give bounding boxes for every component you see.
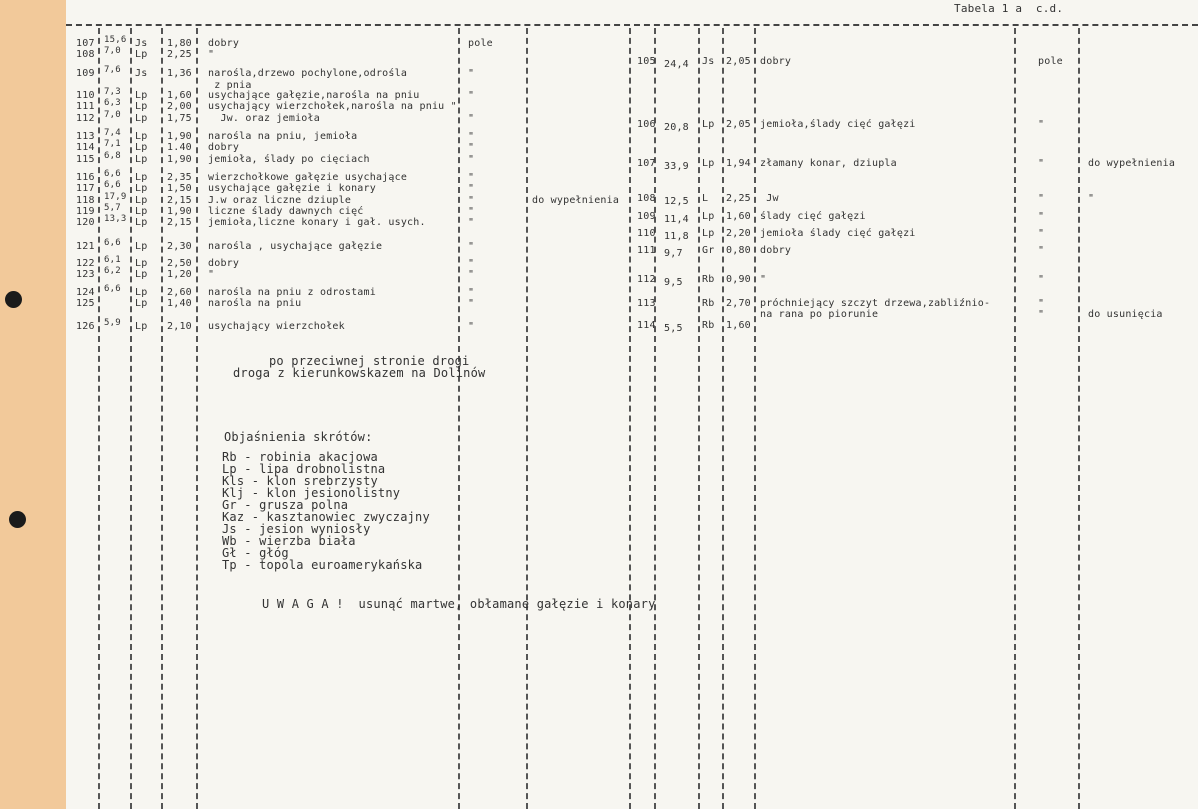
tree-number: 125 bbox=[76, 298, 95, 309]
legend-item: Gr - grusza polna bbox=[222, 498, 349, 512]
species-code: Lp bbox=[135, 269, 148, 280]
remark-note: do wypełnienia bbox=[532, 195, 620, 206]
species-code: Gr bbox=[702, 245, 715, 256]
tree-condition: wierzchołkowe gałęzie usychające bbox=[208, 172, 408, 183]
trunk-circumference: 15,6 bbox=[104, 35, 127, 45]
remark-note: do wypełnienia bbox=[1088, 158, 1176, 169]
legend-item: Js - jesion wyniosły bbox=[222, 522, 371, 536]
legend-item: Gł - głóg bbox=[222, 546, 289, 560]
table-reference: Tabela 1 a c.d. bbox=[954, 2, 1064, 15]
tree-condition: Jw. oraz jemioła bbox=[208, 113, 320, 124]
remark-note: do usunięcia bbox=[1088, 309, 1163, 320]
height-value: 2,50 bbox=[167, 258, 192, 269]
height-value: 1,94 bbox=[726, 158, 751, 169]
tree-number: 119 bbox=[76, 206, 95, 217]
tree-condition: " bbox=[760, 274, 767, 285]
tree-number: 108 bbox=[76, 49, 95, 60]
tree-number: 108 bbox=[637, 193, 656, 204]
location: " bbox=[1038, 245, 1045, 256]
height-value: 1,90 bbox=[167, 131, 192, 142]
species-code: Lp bbox=[702, 228, 715, 239]
location: " bbox=[468, 131, 475, 142]
tree-number: 123 bbox=[76, 269, 95, 280]
column-line bbox=[754, 28, 756, 809]
tree-condition: Jw bbox=[760, 193, 779, 204]
legend-item: Lp - lipa drobnolistna bbox=[222, 462, 386, 476]
legend-item: Kaz - kasztanowiec zwyczajny bbox=[222, 510, 430, 524]
species-code: Lp bbox=[135, 183, 148, 194]
species-code: Lp bbox=[135, 172, 148, 183]
legend-item: Klj - klon jesionolistny bbox=[222, 486, 401, 500]
location: " bbox=[468, 195, 475, 206]
trunk-circumference: 7,3 bbox=[104, 87, 121, 97]
tree-number: 110 bbox=[637, 228, 656, 239]
species-code: Lp bbox=[135, 49, 148, 60]
tree-condition: dobry bbox=[760, 245, 792, 256]
location: " bbox=[468, 217, 475, 228]
trunk-circumference: 11,4 bbox=[664, 214, 689, 225]
column-line bbox=[698, 28, 700, 809]
tree-condition: jemioła,ślady cięć gałęzi bbox=[760, 119, 916, 130]
height-value: 1,90 bbox=[167, 206, 192, 217]
tree-number: 113 bbox=[76, 131, 95, 142]
trunk-circumference: 6,1 bbox=[104, 255, 121, 265]
tree-condition: jemioła,liczne konary i gał. usych. bbox=[208, 217, 426, 228]
location: " bbox=[1038, 274, 1045, 285]
location: " bbox=[468, 172, 475, 183]
trunk-circumference: 5,5 bbox=[664, 323, 683, 334]
height-value: 2,25 bbox=[167, 49, 192, 60]
species-code: Lp bbox=[702, 211, 715, 222]
species-code: Lp bbox=[702, 158, 715, 169]
height-value: 2,05 bbox=[726, 56, 751, 67]
tree-condition: złamany konar, dziupla bbox=[760, 158, 897, 169]
location: " bbox=[468, 287, 475, 298]
species-code: Rb bbox=[702, 274, 715, 285]
column-line bbox=[458, 28, 460, 809]
trunk-circumference: 33,9 bbox=[664, 161, 689, 172]
tree-number: 113 bbox=[637, 298, 656, 309]
trunk-circumference: 7,4 bbox=[104, 128, 121, 138]
height-value: 2,70 bbox=[726, 298, 751, 309]
tree-condition: usychający wierzchołek,narośla na pniu " bbox=[208, 101, 457, 112]
species-code: Lp bbox=[135, 206, 148, 217]
trunk-circumference: 12,5 bbox=[664, 196, 689, 207]
binder-hole bbox=[9, 511, 26, 528]
document-page bbox=[66, 0, 1198, 809]
height-value: 2,15 bbox=[167, 195, 192, 206]
tree-condition: usychający wierzchołek bbox=[208, 321, 345, 332]
tree-number: 107 bbox=[637, 158, 656, 169]
height-value: 1,50 bbox=[167, 183, 192, 194]
tree-number: 122 bbox=[76, 258, 95, 269]
height-value: 1,20 bbox=[167, 269, 192, 280]
binder-hole bbox=[5, 291, 22, 308]
tree-condition: " bbox=[208, 269, 215, 280]
tree-number: 120 bbox=[76, 217, 95, 228]
tree-number: 110 bbox=[76, 90, 95, 101]
species-code: Lp bbox=[135, 195, 148, 206]
tree-number: 121 bbox=[76, 241, 95, 252]
trunk-circumference: 24,4 bbox=[664, 59, 689, 70]
trunk-circumference: 7,1 bbox=[104, 139, 121, 149]
legend-item: Wb - wierzba biała bbox=[222, 534, 356, 548]
column-line bbox=[1014, 28, 1016, 809]
species-code: Rb bbox=[702, 298, 715, 309]
column-line bbox=[161, 28, 163, 809]
species-code: Lp bbox=[135, 90, 148, 101]
tree-number: 109 bbox=[76, 68, 95, 79]
tree-condition: próchniejący szczyt drzewa,zabliźnio- bbox=[760, 298, 991, 309]
tree-number: 114 bbox=[76, 142, 95, 153]
trunk-circumference: 6,6 bbox=[104, 169, 121, 179]
height-value: 2,30 bbox=[167, 241, 192, 252]
location: " bbox=[468, 90, 475, 101]
location: " bbox=[1038, 158, 1045, 169]
tree-number: 107 bbox=[76, 38, 95, 49]
height-value: 2,25 bbox=[726, 193, 751, 204]
location: " bbox=[1038, 119, 1045, 130]
location: " bbox=[468, 183, 475, 194]
tree-condition: dobry bbox=[208, 142, 240, 153]
tree-number: 116 bbox=[76, 172, 95, 183]
height-value: 0,80 bbox=[726, 245, 751, 256]
location: " bbox=[1038, 298, 1045, 309]
location: " bbox=[468, 142, 475, 153]
tree-number: 112 bbox=[637, 274, 656, 285]
species-code: Lp bbox=[135, 321, 148, 332]
tree-condition: dobry bbox=[760, 56, 792, 67]
height-value: 1,60 bbox=[167, 90, 192, 101]
trunk-circumference: 7,0 bbox=[104, 46, 121, 56]
species-code: Lp bbox=[135, 131, 148, 142]
species-code: Lp bbox=[135, 113, 148, 124]
header-rule bbox=[66, 24, 1198, 26]
tree-condition: " bbox=[208, 49, 215, 60]
column-line bbox=[526, 28, 528, 809]
trunk-circumference: 9,5 bbox=[664, 277, 683, 288]
species-code: Js bbox=[135, 68, 148, 79]
location: pole bbox=[468, 38, 493, 49]
tree-number: 109 bbox=[637, 211, 656, 222]
height-value: 2,15 bbox=[167, 217, 192, 228]
location: " bbox=[1038, 228, 1045, 239]
height-value: 1,60 bbox=[726, 211, 751, 222]
species-code: Js bbox=[702, 56, 715, 67]
species-code: Js bbox=[135, 38, 148, 49]
trunk-circumference: 13,3 bbox=[104, 214, 127, 224]
tree-number: 124 bbox=[76, 287, 95, 298]
tree-condition: liczne ślady dawnych cięć bbox=[208, 206, 364, 217]
height-value: 2,60 bbox=[167, 287, 192, 298]
species-code: Lp bbox=[135, 101, 148, 112]
species-code: L bbox=[702, 193, 709, 204]
tree-condition: narośla , usychające gałęzie bbox=[208, 241, 383, 252]
species-code: Lp bbox=[135, 217, 148, 228]
tree-condition: narośla na pniu bbox=[208, 298, 302, 309]
height-value: 1,36 bbox=[167, 68, 192, 79]
tree-condition: usychające gałęzie,narośla na pniu bbox=[208, 90, 420, 101]
height-value: 2,00 bbox=[167, 101, 192, 112]
remark-note: " bbox=[1088, 193, 1095, 204]
tree-number: 114 bbox=[637, 320, 656, 331]
trunk-circumference: 6,2 bbox=[104, 266, 121, 276]
legend-item: Tp - topola euroamerykańska bbox=[222, 558, 423, 572]
column-line bbox=[722, 28, 724, 809]
height-value: 1,40 bbox=[167, 298, 192, 309]
species-code: Lp bbox=[135, 154, 148, 165]
species-code: Lp bbox=[135, 287, 148, 298]
trunk-circumference: 11,8 bbox=[664, 231, 689, 242]
trunk-circumference: 6,6 bbox=[104, 180, 121, 190]
tree-condition: narośla na pniu z odrostami bbox=[208, 287, 376, 298]
height-value: 1,60 bbox=[726, 320, 751, 331]
tree-condition: jemioła ślady cięć gałęzi bbox=[760, 228, 916, 239]
location: " bbox=[1038, 309, 1045, 320]
tree-number: 111 bbox=[637, 245, 656, 256]
tree-condition: dobry bbox=[208, 38, 240, 49]
tree-number: 126 bbox=[76, 321, 95, 332]
tree-number: 115 bbox=[76, 154, 95, 165]
trunk-circumference: 7,0 bbox=[104, 110, 121, 120]
species-code: Lp bbox=[135, 142, 148, 153]
column-line bbox=[654, 28, 656, 809]
trunk-circumference: 6,3 bbox=[104, 98, 121, 108]
location: " bbox=[468, 258, 475, 269]
height-value: 1,75 bbox=[167, 113, 192, 124]
tree-condition: na rana po piorunie bbox=[760, 309, 879, 320]
height-value: 2,20 bbox=[726, 228, 751, 239]
trunk-circumference: 9,7 bbox=[664, 248, 683, 259]
tree-number: 112 bbox=[76, 113, 95, 124]
column-line bbox=[196, 28, 198, 809]
tree-number: 117 bbox=[76, 183, 95, 194]
trunk-circumference: 7,6 bbox=[104, 65, 121, 75]
height-value: 2,05 bbox=[726, 119, 751, 130]
column-line bbox=[629, 28, 631, 809]
remark: U W A G A ! usunąć martwe, obłamane gałęzie i konary bbox=[262, 597, 656, 611]
tree-number: 106 bbox=[637, 119, 656, 130]
location: " bbox=[468, 154, 475, 165]
column-line bbox=[1078, 28, 1080, 809]
legend-item: Kls - klon srebrzysty bbox=[222, 474, 378, 488]
tree-condition: narośla,drzewo pochylone,odrośla bbox=[208, 68, 408, 79]
location: " bbox=[1038, 211, 1045, 222]
road-note-line1: po przeciwnej stronie drogi bbox=[269, 354, 470, 368]
tree-number: 111 bbox=[76, 101, 95, 112]
species-code: Lp bbox=[702, 119, 715, 130]
location: " bbox=[468, 68, 475, 79]
legend-item: Rb - robinia akacjowa bbox=[222, 450, 378, 464]
trunk-circumference: 6,6 bbox=[104, 284, 121, 294]
tree-condition: jemioła, ślady po cięciach bbox=[208, 154, 370, 165]
height-value: 1,90 bbox=[167, 154, 192, 165]
column-line bbox=[98, 28, 100, 809]
height-value: 2,10 bbox=[167, 321, 192, 332]
trunk-circumference: 5,9 bbox=[104, 318, 121, 328]
trunk-circumference: 20,8 bbox=[664, 122, 689, 133]
species-code: Lp bbox=[135, 258, 148, 269]
height-value: 2,35 bbox=[167, 172, 192, 183]
legend-title: Objaśnienia skrótów: bbox=[224, 430, 373, 444]
location: pole bbox=[1038, 56, 1063, 67]
height-value: 0,90 bbox=[726, 274, 751, 285]
tree-condition: ślady cięć gałęzi bbox=[760, 211, 866, 222]
height-value: 1.40 bbox=[167, 142, 192, 153]
trunk-circumference: 17,9 bbox=[104, 192, 127, 202]
tree-condition: narośla na pniu, jemioła bbox=[208, 131, 358, 142]
tree-condition: J.w oraz liczne dziuple bbox=[208, 195, 352, 206]
tree-number: 118 bbox=[76, 195, 95, 206]
trunk-circumference: 5,7 bbox=[104, 203, 121, 213]
location: " bbox=[468, 241, 475, 252]
location: " bbox=[468, 269, 475, 280]
location: " bbox=[468, 206, 475, 217]
road-note-line2: droga z kierunkowskazem na Dolinów bbox=[233, 366, 486, 380]
trunk-circumference: 6,8 bbox=[104, 151, 121, 161]
location: " bbox=[468, 113, 475, 124]
species-code: Lp bbox=[135, 241, 148, 252]
location: " bbox=[468, 321, 475, 332]
tree-condition: z pnia bbox=[208, 80, 252, 91]
species-code: Rb bbox=[702, 320, 715, 331]
species-code: Lp bbox=[135, 298, 148, 309]
height-value: 1,80 bbox=[167, 38, 192, 49]
location: " bbox=[468, 298, 475, 309]
column-line bbox=[130, 28, 132, 809]
trunk-circumference: 6,6 bbox=[104, 238, 121, 248]
tree-condition: dobry bbox=[208, 258, 240, 269]
location: " bbox=[1038, 193, 1045, 204]
tree-number: 105 bbox=[637, 56, 656, 67]
tree-condition: usychające gałęzie i konary bbox=[208, 183, 376, 194]
